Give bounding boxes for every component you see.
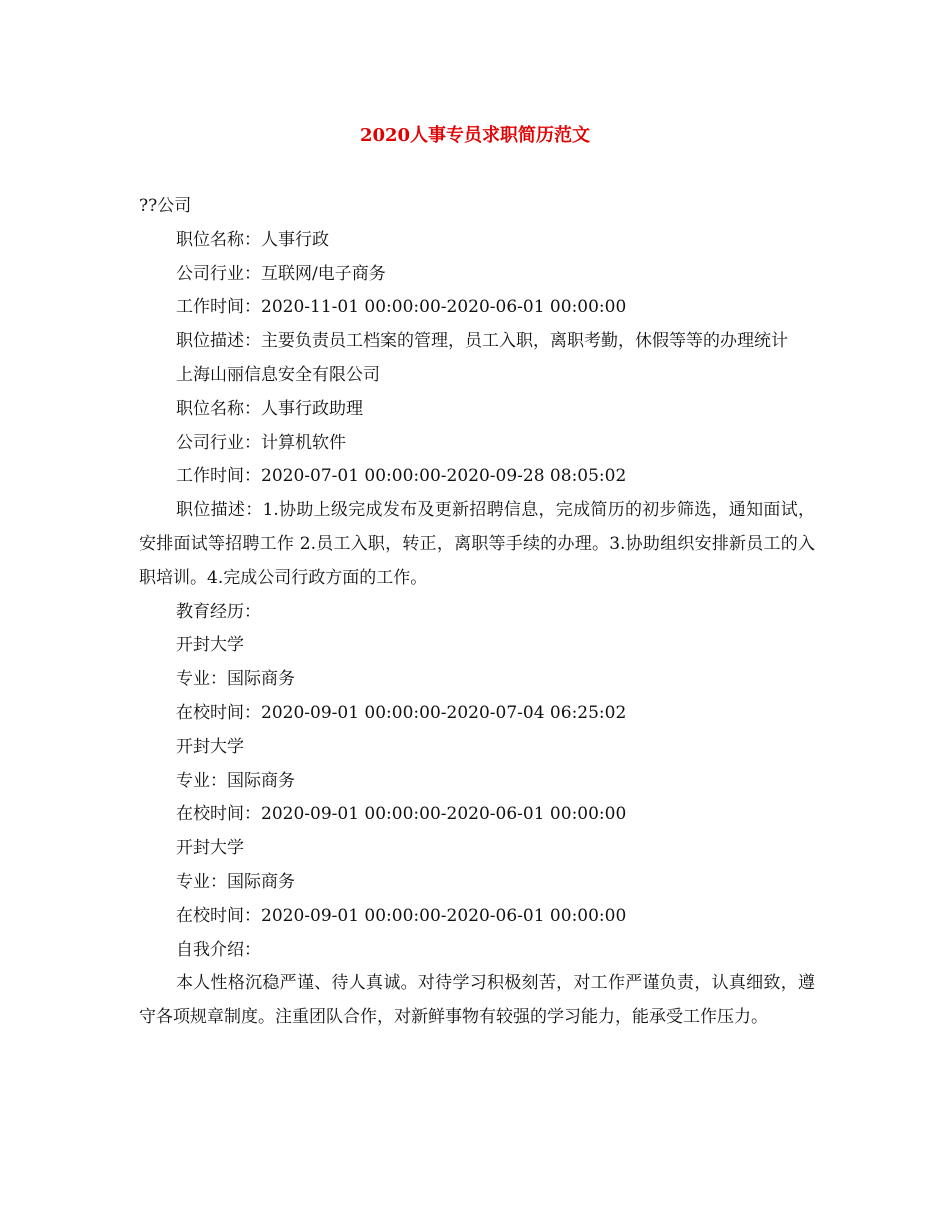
school-name: 开封大学 bbox=[176, 736, 244, 757]
job-description: 职位描述：1.协助上级完成发布及更新招聘信息，完成简历的初步筛选，通知面试，安排面试等招聘工作 2.员工入职，转正，离职等手续的办理。3.协助组织安排新员工的入职培训。4.完成公司行政方面的工作。 bbox=[139, 500, 815, 588]
work-period: 工作时间：2020-11-01 00:00:00-2020-06-01 00:00:00 bbox=[176, 297, 627, 318]
self-intro-heading: 自我介绍： bbox=[176, 939, 261, 960]
study-period: 在校时间：2020-09-01 00:00:00-2020-06-01 00:00:00 bbox=[176, 804, 627, 825]
school-name: 开封大学 bbox=[176, 635, 244, 656]
company-name: 上海山丽信息安全有限公司 bbox=[176, 364, 380, 385]
job-title: 职位名称：人事行政 bbox=[176, 229, 329, 250]
job-title: 职位名称：人事行政助理 bbox=[176, 398, 363, 419]
study-period: 在校时间：2020-09-01 00:00:00-2020-06-01 00:00:00 bbox=[176, 905, 627, 926]
education-heading: 教育经历： bbox=[176, 601, 261, 622]
job-description: 职位描述：主要负责员工档案的管理，员工入职，离职考勤，休假等等的办理统计 bbox=[176, 331, 788, 352]
company-industry: 公司行业：互联网/电子商务 bbox=[176, 263, 386, 284]
company-name: ??公司 bbox=[139, 196, 192, 216]
school-name: 开封大学 bbox=[176, 838, 244, 859]
self-intro-text: 本人性格沉稳严谨、待人真诚。对待学习积极刻苦，对工作严谨负责，认真细致，遵守各项规章制度。注重团队合作，对新鲜事物有较强的学习能力，能承受工作压力。 bbox=[139, 973, 815, 1028]
major: 专业：国际商务 bbox=[176, 669, 295, 690]
document-body bbox=[139, 190, 815, 1035]
major: 专业：国际商务 bbox=[176, 871, 295, 892]
study-period: 在校时间：2020-09-01 00:00:00-2020-07-04 06:25:02 bbox=[176, 702, 627, 723]
major: 专业：国际商务 bbox=[176, 770, 295, 791]
document-title: 2020人事专员求职简历范文 bbox=[359, 125, 591, 146]
work-period: 工作时间：2020-07-01 00:00:00-2020-09-28 08:05:02 bbox=[176, 466, 627, 487]
company-industry: 公司行业：计算机软件 bbox=[176, 432, 346, 453]
